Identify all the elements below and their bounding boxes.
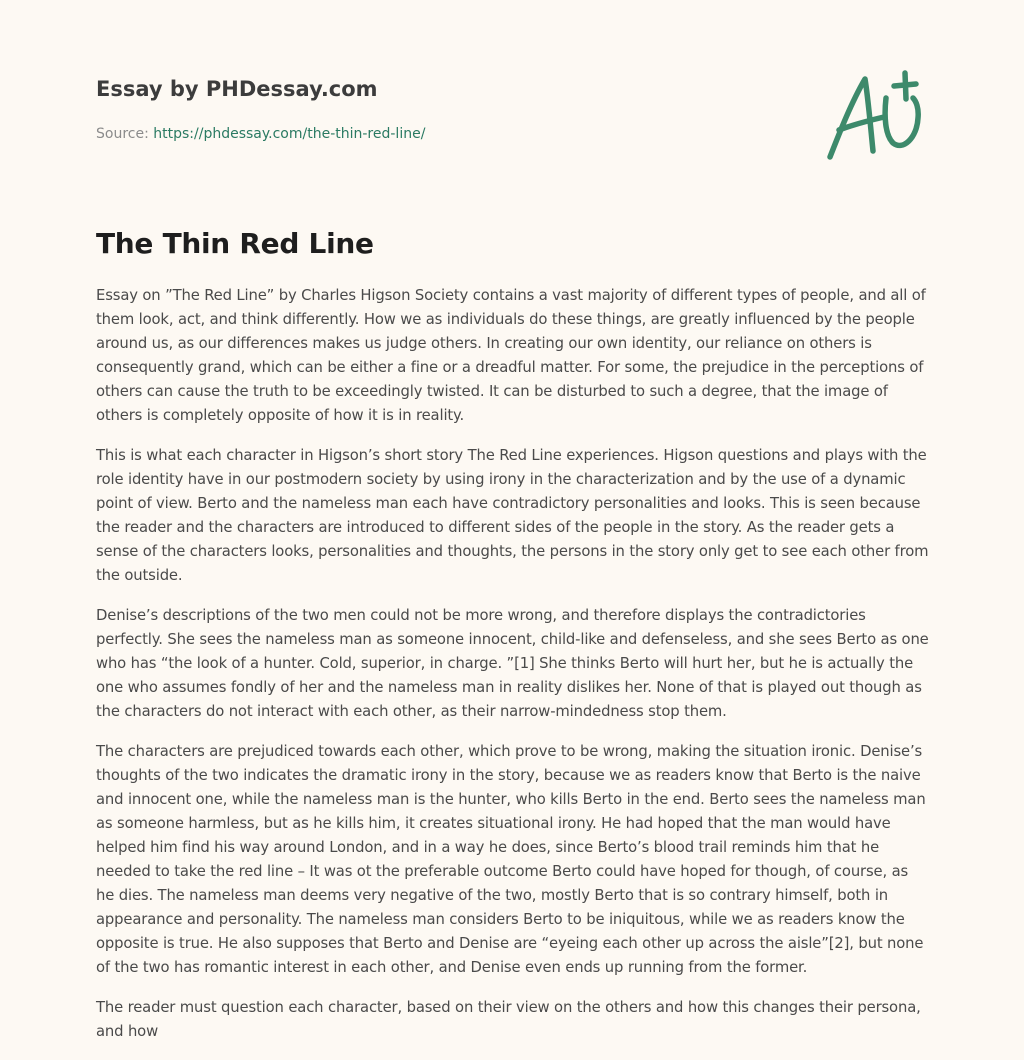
a-plus-grade-icon [822, 68, 930, 164]
source-label: Source: [96, 126, 154, 142]
essay-paragraph: The characters are prejudiced towards each other, which prove to be wrong, making the situation ironic. Denise’s thoughts of the two indicates the dramatic irony in the story, because we as readers know that Berto is the naive and innocent one, while the nameless man is the hunter, who kills Berto in the end. Berto sees the nameless man as someone harmless, but as he kills him, it creates situational irony. He had hoped that the man would have helped him find his way around London, and in a way he does, since Berto’s blood trail reminds him that he needed to take the red line – It was ot the preferable outcome Berto could have hoped for though, of course, as he dies. The nameless man deems very negative of the two, mostly Berto that is so contrary himself, both in appearance and personality. The nameless man considers Berto to be iniquitous, while we as readers know the opposite is true. He also supposes that Berto and Denise are “eyeing each other up across the aisle”[2], but none of the two has romantic interest in each other, and Denise even ends up running from the former. [96, 743, 926, 976]
source-link[interactable]: https://phdessay.com/the-thin-red-line/ [153, 126, 426, 142]
essay-paragraph: This is what each character in Higson’s short story The Red Line experiences. Higson questions and plays with the role identity have in our postmodern society by using irony in the characterization and by the use of a dynamic point of view. Berto and the nameless man each have contradictory personalities and looks. This is seen because the reader and the characters are introduced to different sides of the people in the story. As the reader gets a sense of the characters looks, personalities and thoughts, the persons in the story only get to see each other from the outside. [96, 447, 929, 584]
essay-body [96, 284, 930, 1060]
essay-paragraph: The reader must question each character, based on their view on the others and how this changes their persona, and how [96, 999, 921, 1040]
essay-paragraph: Denise’s descriptions of the two men could not be more wrong, and therefore displays the contradictories perfectly. She sees the nameless man as someone innocent, child-like and defenseless, and she sees Berto as one who has “the look of a hunter. Cold, superior, in charge. ”[1] She thinks Berto will hurt her, but he is actually the one who assumes fondly of her and the nameless man in reality dislikes her. None of that is played out though as the characters do not interact with each other, as their narrow-mindedness stop them. [96, 607, 929, 720]
site-brand: Essay by PHDessay.com [96, 77, 378, 101]
page-header [96, 74, 796, 144]
source-line [96, 124, 796, 144]
essay-paragraph: Essay on ”The Red Line” by Charles Higson Society contains a vast majority of different types of people, and all of them look, act, and think differently. How we as individuals do these things, are greatly influenced by the people around us, as our differences makes us judge others. In creating our own identity, our reliance on others is consequently grand, which can be either a fine or a dreadful matter. For some, the prejudice in the perceptions of others can cause the truth to be exceedingly twisted. It can be disturbed to such a degree, that the image of others is completely opposite of how it is in reality. [96, 287, 926, 424]
essay-title: The Thin Red Line [96, 227, 374, 260]
